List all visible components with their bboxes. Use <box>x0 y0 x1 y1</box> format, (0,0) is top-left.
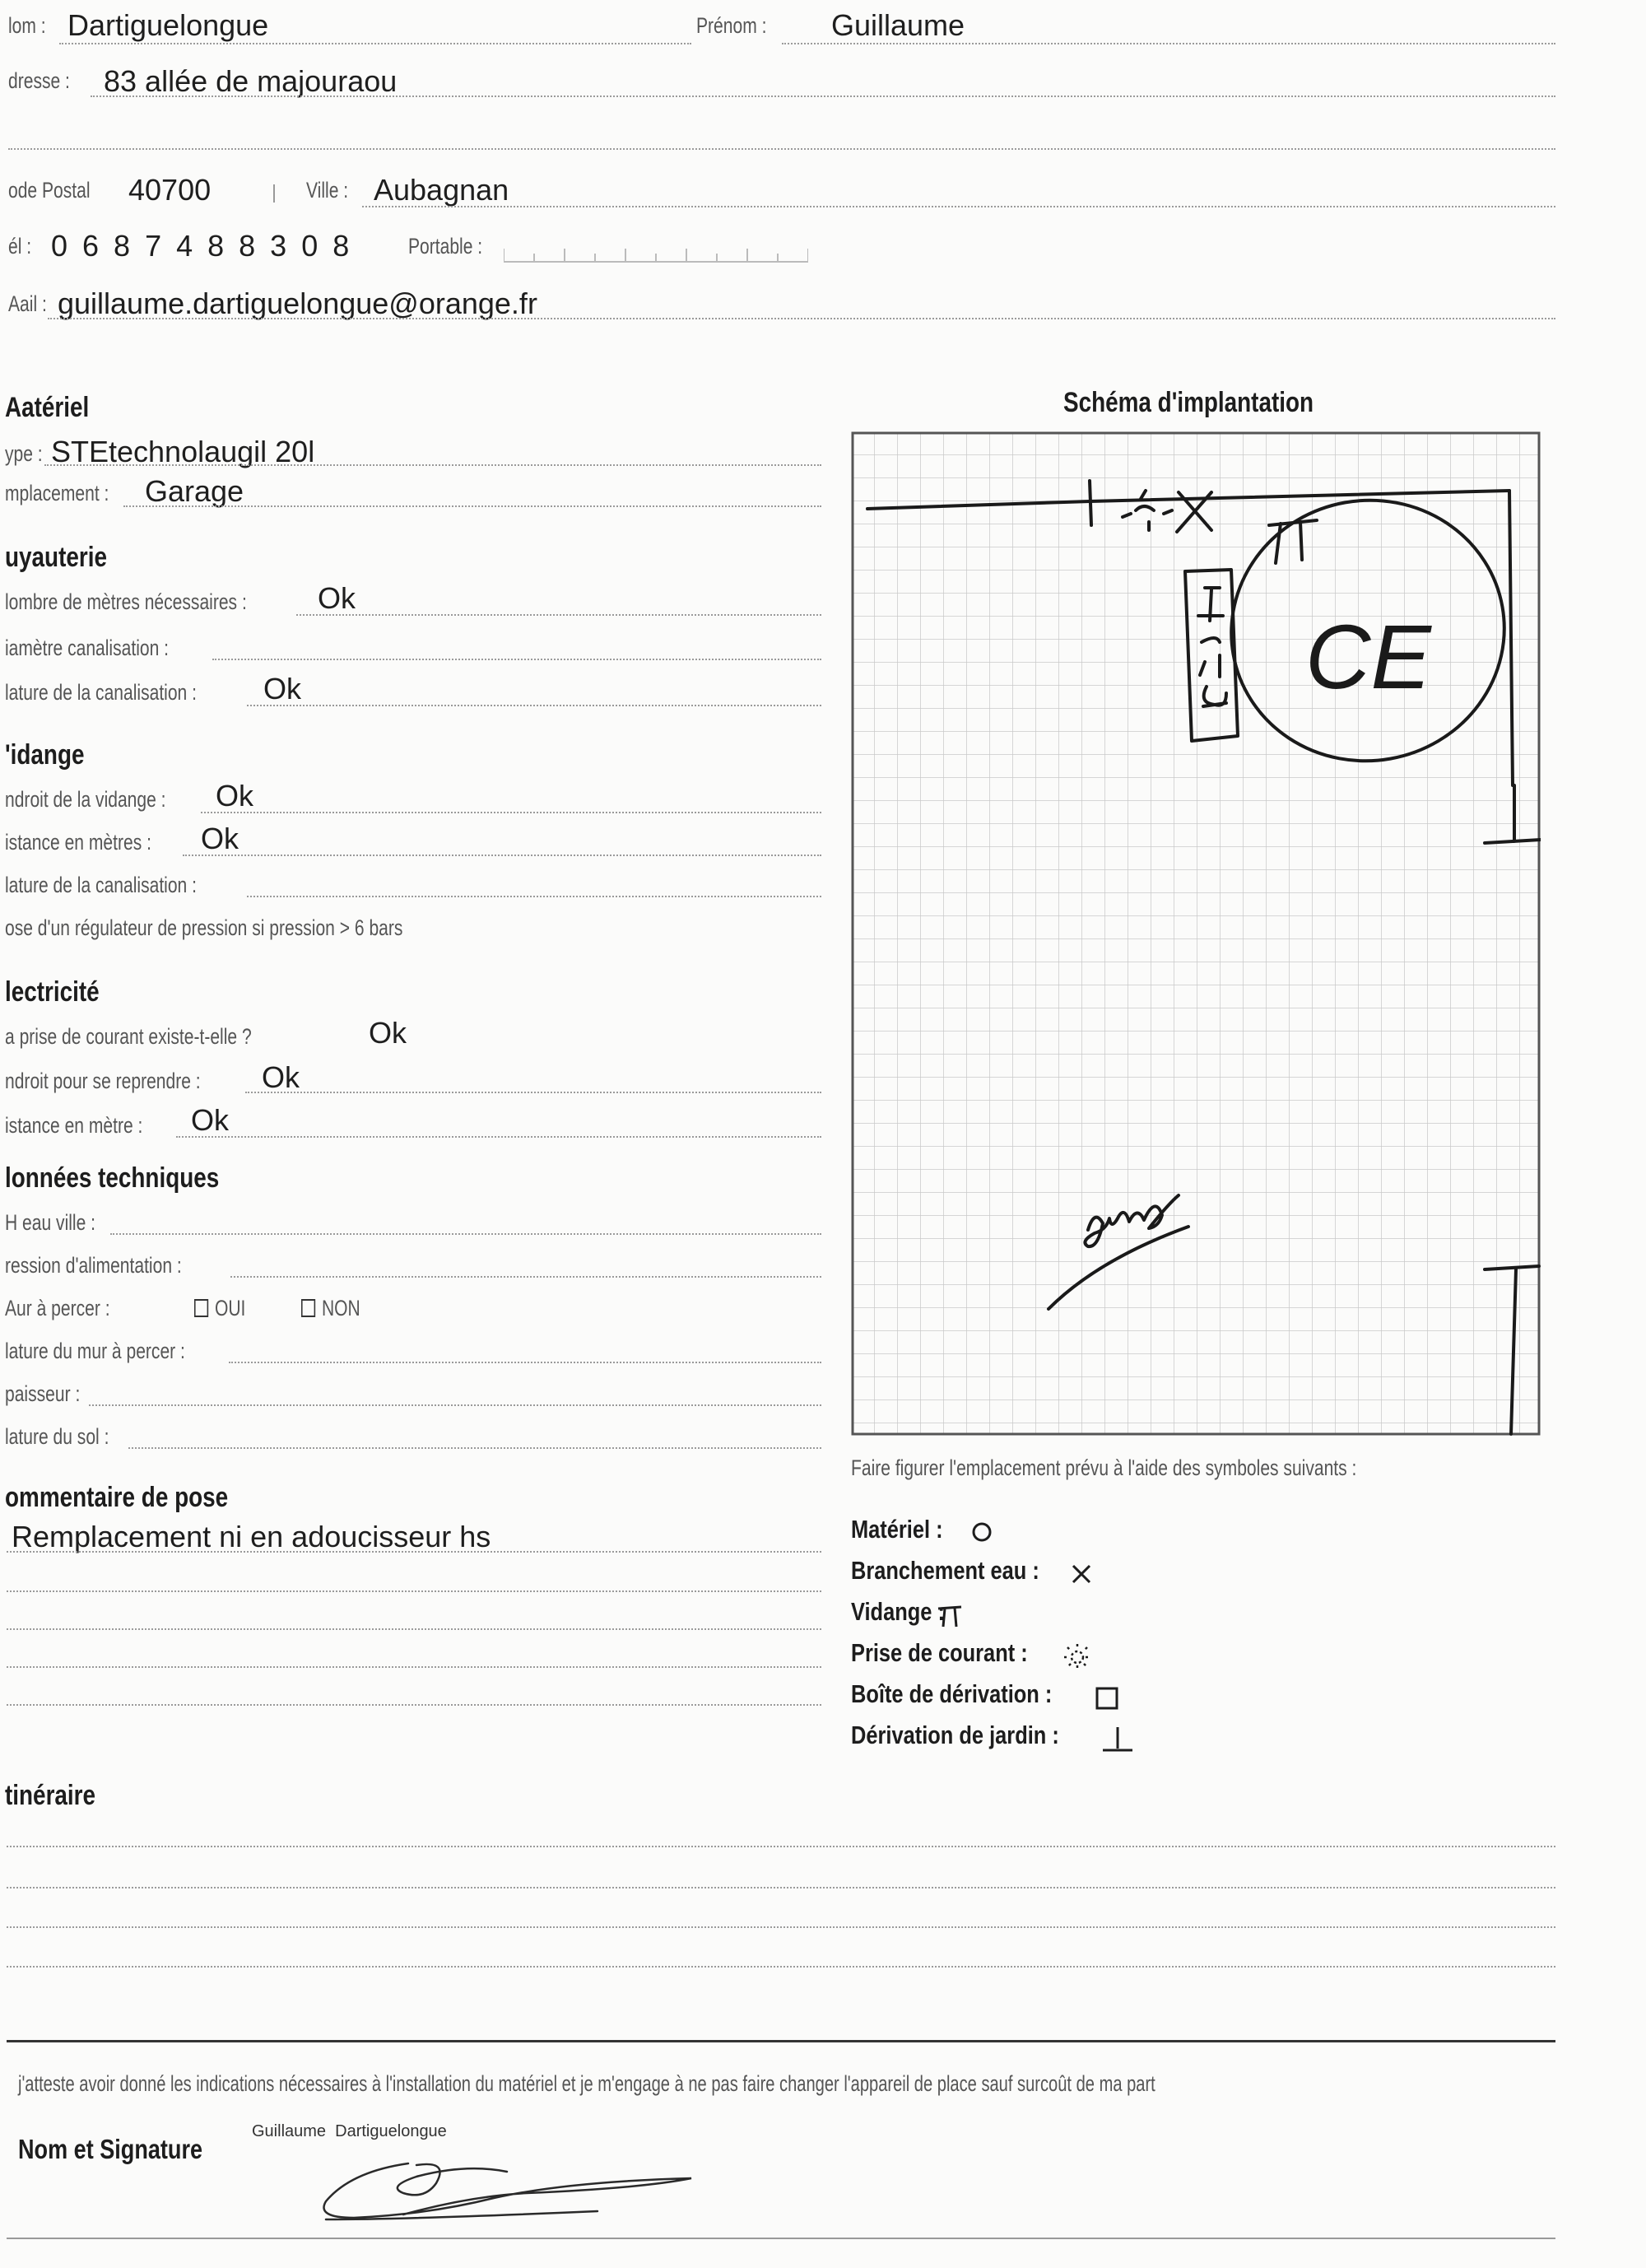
oui-label: OUI <box>214 1296 246 1320</box>
adresse-line <box>91 95 1555 97</box>
signature-drawing[interactable] <box>293 2149 713 2228</box>
non-option[interactable] <box>301 1296 360 1321</box>
elec-distance-value[interactable]: Ok <box>191 1103 230 1137</box>
legend-jardin: Dérivation de jardin : <box>851 1721 1059 1749</box>
nom-line <box>59 43 691 44</box>
commentaire-line-4 <box>7 1666 821 1668</box>
emplacement-line <box>123 505 821 507</box>
portable-label: Portable : <box>408 234 483 258</box>
itineraire-heading: tinéraire <box>5 1780 96 1811</box>
sketch-ce-text: CE <box>1305 607 1431 708</box>
commentaire-line-2 <box>7 1590 821 1592</box>
nature-sol-label: lature du sol : <box>5 1424 109 1449</box>
circle-icon <box>971 1521 993 1543</box>
vidange-endroit-value[interactable]: Ok <box>216 779 254 813</box>
pose-regulateur-text: ose d'un régulateur de pression si pression > 6 bars <box>5 915 403 940</box>
mail-value[interactable]: guillaume.dartiguelongue@orange.fr <box>58 286 537 320</box>
attestation-text: j'atteste avoir donné les indications nécessaires à l'installation du matériel et je m'engage à ne pas faire changer l'appareil de place sauf surcoût de ma part <box>18 2071 1155 2096</box>
portable-boxes[interactable] <box>504 240 808 263</box>
metres-line <box>296 614 821 616</box>
epaisseur-line <box>89 1404 821 1406</box>
signature-label: Nom et Signature <box>18 2134 203 2164</box>
schema-instruction: Faire figurer l'emplacement prévu à l'aide des symboles suivants : <box>851 1455 1357 1480</box>
metres-value[interactable]: Ok <box>318 581 356 615</box>
prise-value[interactable]: Ok <box>369 1016 407 1050</box>
pression-line <box>230 1276 821 1278</box>
commentaire-line-5 <box>7 1704 821 1706</box>
type-label: ype : <box>5 441 43 466</box>
vidange-endroit-label: ndroit de la vidange : <box>5 787 166 812</box>
adresse-line-2 <box>8 148 1555 150</box>
legend-vidange: Vidange : <box>851 1597 945 1626</box>
emplacement-label: mplacement : <box>5 481 109 505</box>
mur-label: Aur à percer : <box>5 1296 110 1320</box>
type-line <box>44 464 821 466</box>
cp-box-tick <box>273 184 275 203</box>
materiel-heading: Aatériel <box>5 392 90 423</box>
nature-canal-label: lature de la canalisation : <box>5 680 197 705</box>
nom-label: lom : <box>8 13 46 38</box>
electricite-heading: lectricité <box>5 976 100 1008</box>
sun-icon <box>1063 1643 1091 1671</box>
type-value[interactable]: STEtechnolaugil 20l <box>51 435 315 468</box>
pression-label: ression d'alimentation : <box>5 1253 182 1278</box>
commentaire-line-1 <box>7 1551 821 1553</box>
itineraire-line-3 <box>7 1926 1555 1928</box>
mail-label: Aail : <box>8 291 47 316</box>
nature-mur-label: lature du mur à percer : <box>5 1339 185 1363</box>
legend-materiel: Matériel : <box>851 1515 943 1544</box>
donnees-heading: lonnées techniques <box>5 1162 220 1194</box>
adresse-label: dresse : <box>8 68 70 93</box>
nature-sol-line <box>128 1447 821 1449</box>
vidange-distance-value[interactable]: Ok <box>201 822 239 855</box>
signature-name: Guillaume Dartiguelongue <box>252 2122 447 2140</box>
commentaire-value[interactable]: Remplacement ni en adoucisseur hs <box>12 1520 491 1553</box>
mail-line <box>48 318 1555 319</box>
vidange-distance-label: istance en mètres : <box>5 830 151 855</box>
reprendre-label: ndroit pour se reprendre : <box>5 1069 201 1093</box>
vidange-nature-line <box>247 896 821 897</box>
legend-boite: Boîte de dérivation : <box>851 1679 1053 1708</box>
epaisseur-label: paisseur : <box>5 1381 81 1406</box>
tel-label: él : <box>8 234 32 258</box>
nature-canal-value[interactable]: Ok <box>263 672 302 706</box>
legend-branchement: Branchement eau : <box>851 1556 1039 1585</box>
vidange-nature-label: lature de la canalisation : <box>5 873 197 897</box>
non-checkbox[interactable] <box>301 1299 315 1317</box>
tel-value[interactable]: 0 6 8 7 4 8 8 3 0 8 <box>51 229 353 263</box>
nature-mur-line <box>229 1362 821 1363</box>
prenom-value[interactable]: Guillaume <box>831 8 965 42</box>
oui-option[interactable] <box>194 1296 245 1321</box>
legend-prise: Prise de courant : <box>851 1638 1028 1667</box>
non-label: NON <box>321 1296 360 1320</box>
perpendicular-icon <box>1101 1724 1134 1753</box>
oui-checkbox[interactable] <box>194 1299 208 1317</box>
ville-line <box>362 206 1555 207</box>
itineraire-line-2 <box>7 1887 1555 1888</box>
square-icon <box>1095 1686 1119 1711</box>
ph-label: H eau ville : <box>5 1210 96 1235</box>
diametre-label: iamètre canalisation : <box>5 636 170 660</box>
x-icon <box>1070 1562 1093 1586</box>
reprendre-line <box>245 1092 821 1093</box>
prenom-label: Prénom : <box>696 13 767 38</box>
schema-grid[interactable] <box>851 431 1541 1436</box>
ville-value[interactable]: Aubagnan <box>374 173 509 207</box>
footer-divider <box>7 2040 1555 2042</box>
itineraire-line-4 <box>7 1966 1555 1968</box>
vidange-endroit-line <box>201 812 821 813</box>
metres-label: lombre de mètres nécessaires : <box>5 589 247 614</box>
pi-icon <box>937 1604 963 1628</box>
ville-label: Ville : <box>306 178 349 203</box>
commentaire-line-3 <box>7 1628 821 1630</box>
cp-label: ode Postal <box>8 178 91 203</box>
itineraire-line-1 <box>7 1846 1555 1847</box>
diametre-line <box>212 659 821 660</box>
ph-line <box>110 1233 821 1235</box>
vidange-heading: 'idange <box>5 739 85 771</box>
prise-label: a prise de courant existe-t-elle ? <box>5 1024 252 1049</box>
elec-distance-line <box>176 1136 821 1138</box>
reprendre-value[interactable]: Ok <box>262 1060 300 1094</box>
nature-canal-line <box>247 705 821 706</box>
emplacement-value[interactable]: Garage <box>145 474 244 508</box>
vidange-distance-line <box>183 855 821 856</box>
prenom-line <box>782 43 1555 44</box>
signature-baseline <box>7 2238 1555 2239</box>
adresse-value[interactable]: 83 allée de majouraou <box>104 64 398 98</box>
schema-title: Schéma d'implantation <box>1063 387 1314 418</box>
commentaire-heading: ommentaire de pose <box>5 1482 229 1513</box>
cp-value[interactable]: 40700 <box>128 173 212 207</box>
elec-distance-label: istance en mètre : <box>5 1113 143 1138</box>
tuyauterie-heading: uyauterie <box>5 542 107 573</box>
nom-value[interactable]: Dartiguelongue <box>67 8 269 42</box>
